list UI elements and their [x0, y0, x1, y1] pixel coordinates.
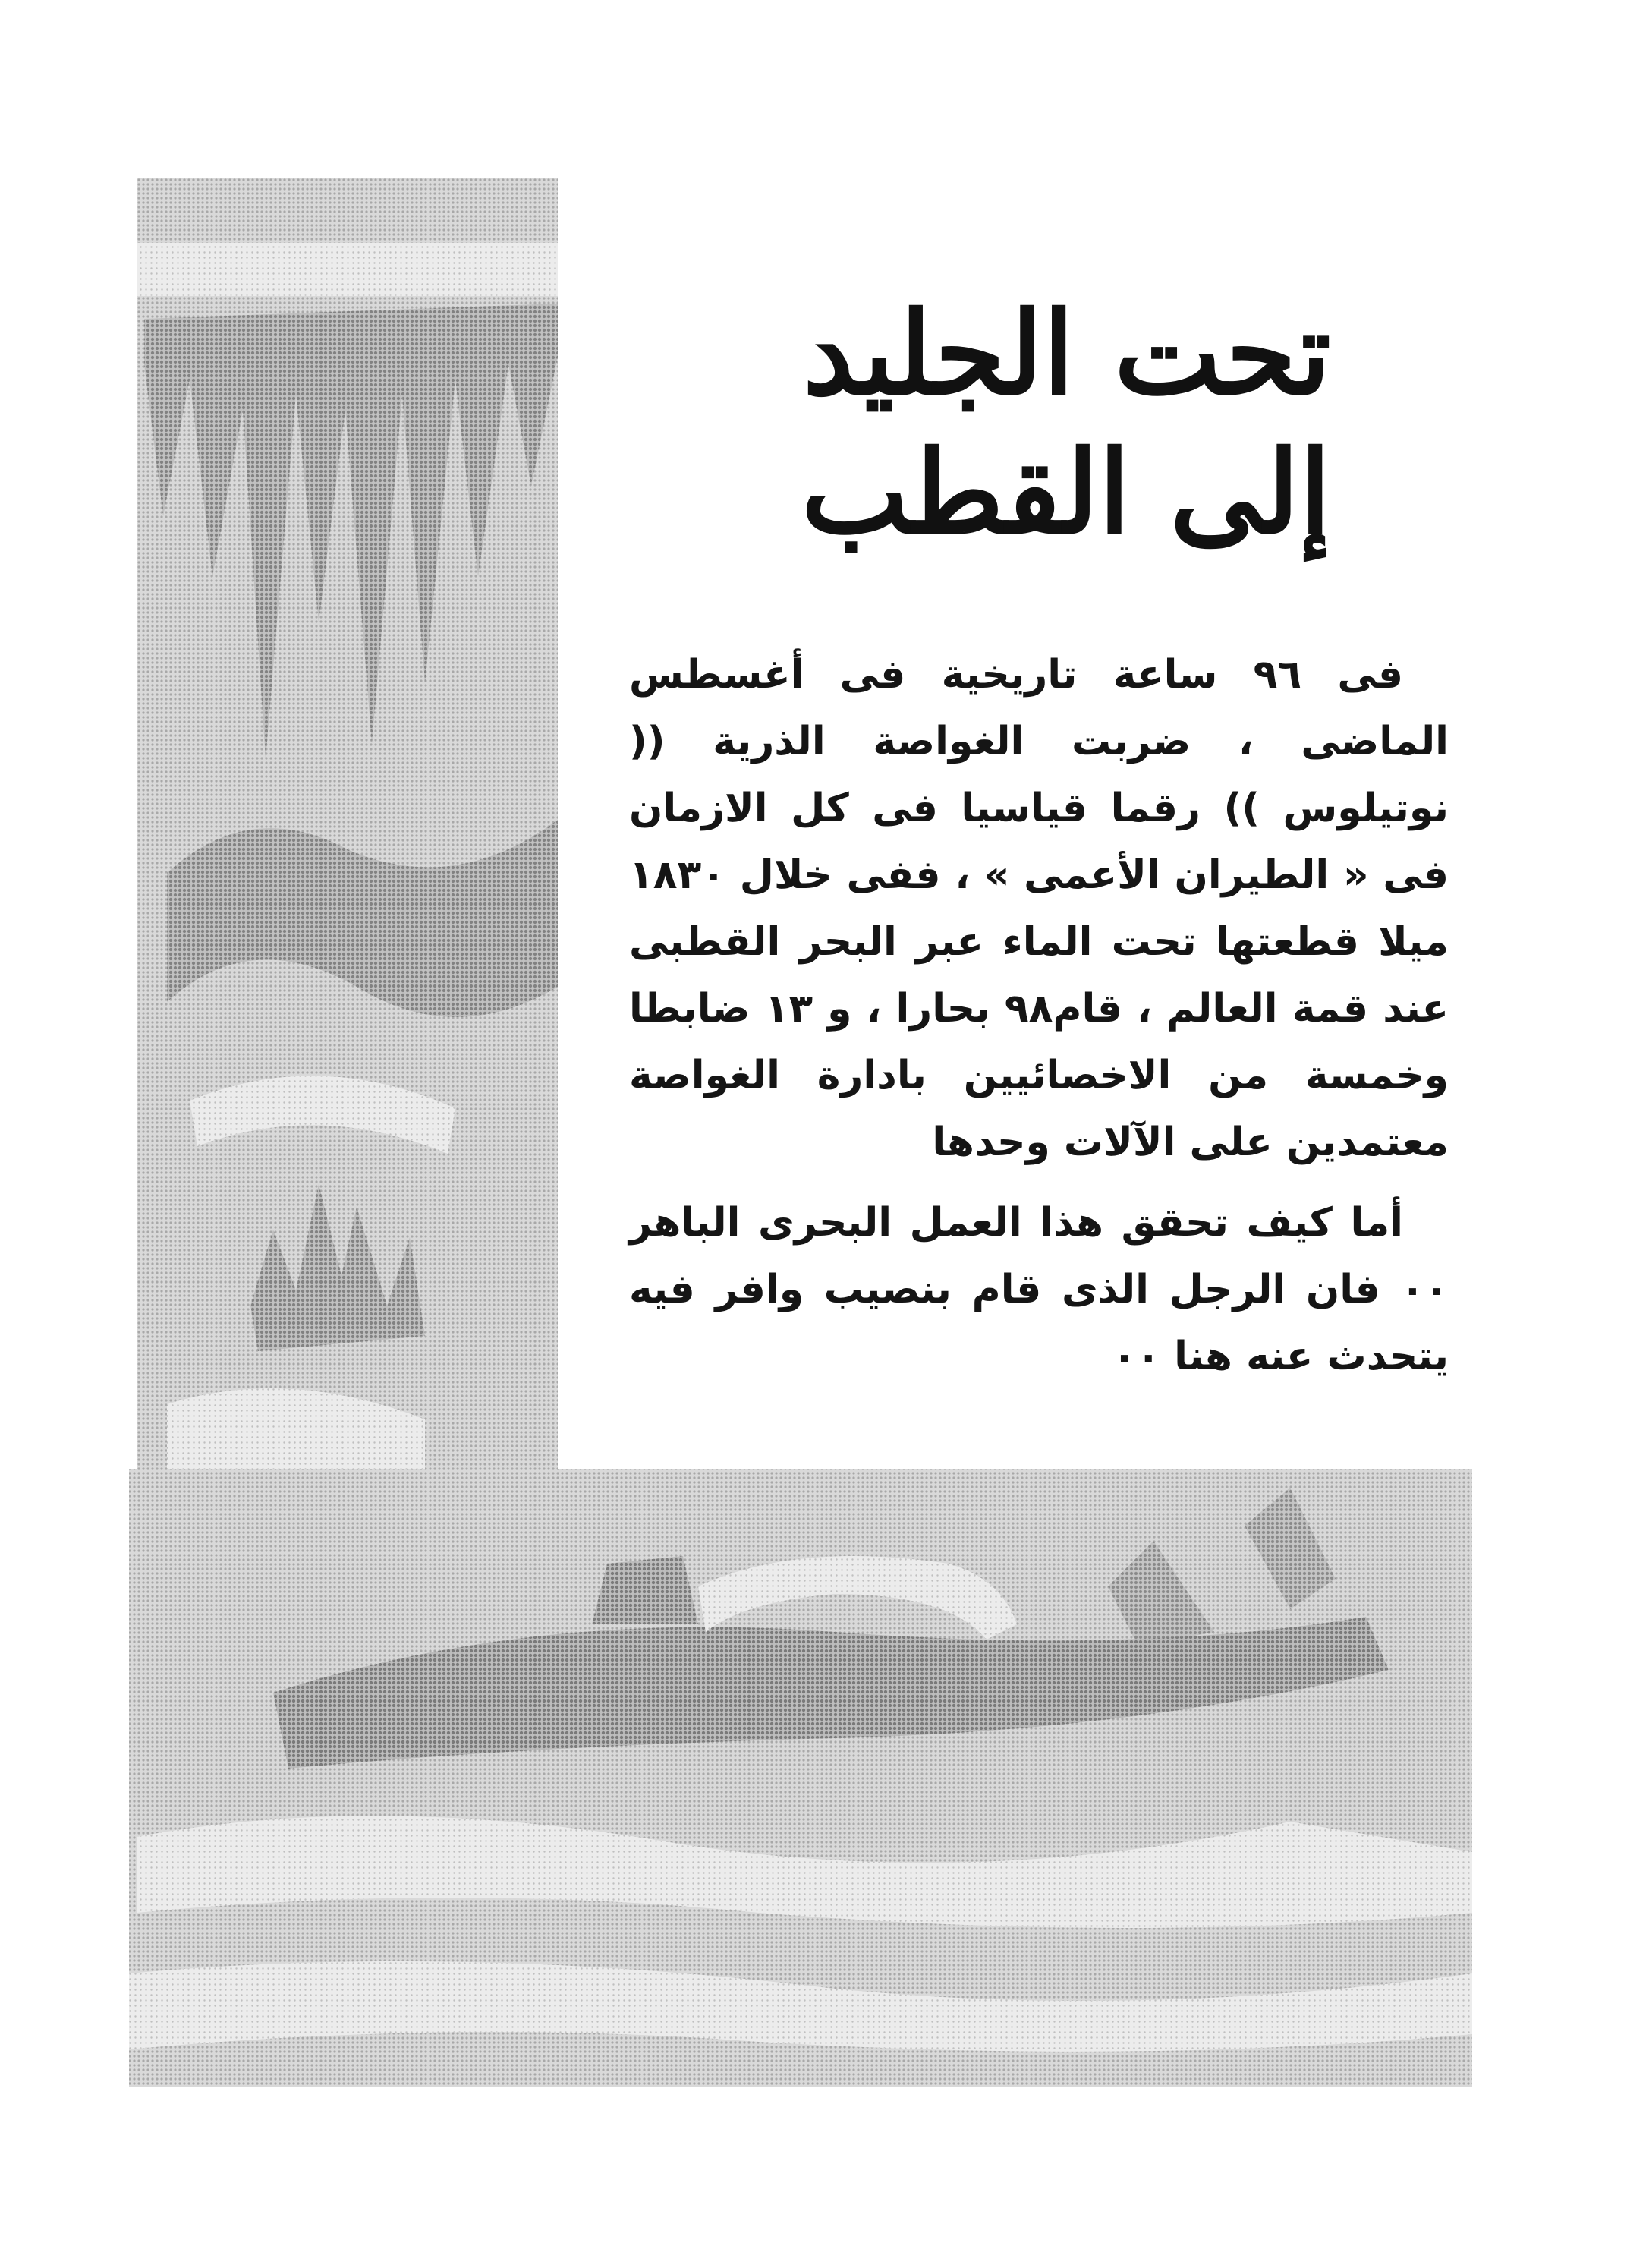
paragraph-closing: أما كيف تحقق هذا العمل البحرى الباهر ٠٠ فان الرجل الذى قام بنصيب وافر فيه يتحدث عنه هنا ٠٠ — [629, 1200, 1449, 1379]
article-body — [629, 641, 1449, 1403]
title-line-2: إلى القطب — [801, 425, 1331, 559]
title-line-1: تحت الجليد — [803, 287, 1331, 421]
paragraph-intro: فى ٩٦ ساعة تاريخية فى أغسطس الماضى ، ضربت الغواصة الذرية (( نوتيلوس )) رقما قياسيا فى كل الازمان فى « الطيران الأعمى » ، ففى خلال ١٨٣٠ ميلا قطعتها تحت الماء عبر البحر القطبى عند قمة العالم ، قام٩٨ بحارا ، و ١٣ ضابطا وخمسة من الاخصائيين بادارة الغواصة معتمدين على الآلات وحدها — [629, 652, 1449, 1165]
article-title — [496, 288, 1331, 558]
